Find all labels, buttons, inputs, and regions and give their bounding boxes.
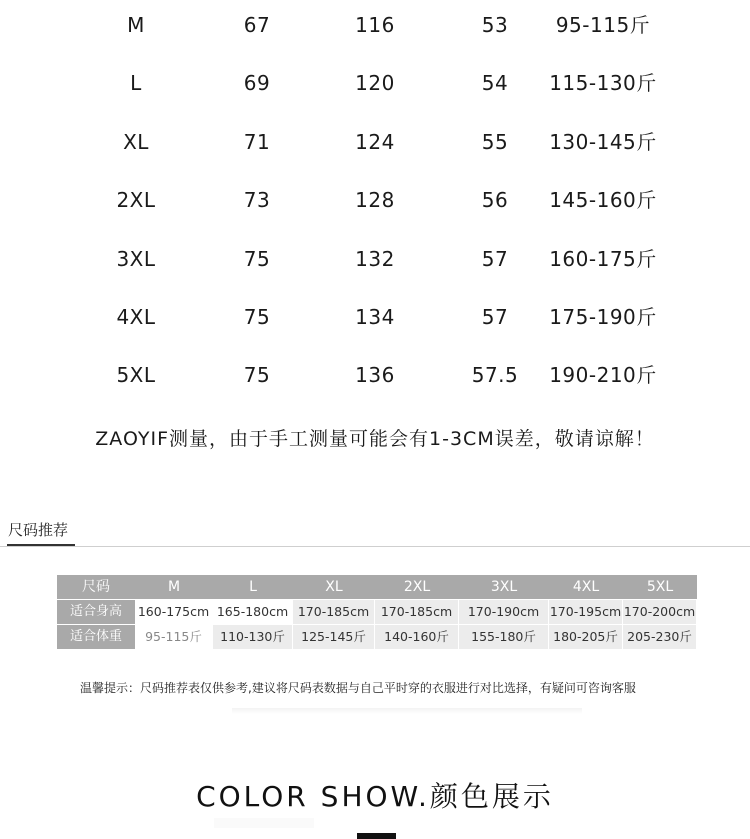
measure-cell: 120	[355, 71, 395, 95]
recommend-section-title: 尺码推荐	[8, 521, 69, 539]
measure-cell: 75	[243, 247, 271, 271]
size-row	[0, 297, 750, 337]
weight-cell: 155-180斤	[459, 625, 549, 649]
row-label: 适合身高	[57, 600, 135, 624]
decorative-fade	[214, 818, 314, 828]
header-cell: 5XL	[623, 575, 697, 599]
section-divider	[0, 546, 750, 547]
weight-cell: 95-115斤	[135, 625, 213, 649]
measure-cell: 56	[481, 188, 509, 212]
table-row-weight	[57, 625, 697, 650]
weight-cell: 95-115斤	[555, 13, 651, 37]
measure-cell: 128	[355, 188, 395, 212]
size-cell: XL	[123, 130, 149, 154]
header-cell: 2XL	[375, 575, 459, 599]
section-marker-bar	[357, 833, 396, 839]
measure-cell: 67	[243, 13, 271, 37]
height-cell: 170-195cm	[549, 600, 623, 624]
weight-cell: 180-205斤	[549, 625, 623, 649]
header-cell: M	[135, 575, 213, 599]
measure-cell: 136	[355, 363, 395, 387]
row-label: 适合体重	[57, 625, 135, 649]
measure-cell: 54	[481, 71, 509, 95]
size-row	[0, 180, 750, 220]
measure-cell: 75	[243, 305, 271, 329]
measure-cell: 132	[355, 247, 395, 271]
warm-tip-text: 温馨提示：尺码推荐表仅供参考,建议将尺码表数据与自己平时穿的衣服进行对比选择，有疑问可咨询客服	[80, 681, 636, 695]
height-cell: 170-190cm	[459, 600, 549, 624]
header-cell: XL	[293, 575, 375, 599]
size-cell: 3XL	[116, 247, 156, 271]
weight-cell: 205-230斤	[623, 625, 697, 649]
measure-cell: 71	[243, 130, 271, 154]
header-cell: 尺码	[57, 575, 135, 599]
size-cell: 4XL	[116, 305, 156, 329]
color-show-heading: COLOR SHOW.颜色展示	[196, 780, 554, 813]
size-cell: 5XL	[116, 363, 156, 387]
weight-cell: 175-190斤	[549, 305, 657, 329]
measure-cell: 134	[355, 305, 395, 329]
table-header-row	[57, 575, 697, 600]
measure-cell: 55	[481, 130, 509, 154]
decorative-shadow	[232, 708, 582, 714]
height-cell: 170-200cm	[623, 600, 697, 624]
size-cell: 2XL	[116, 188, 156, 212]
weight-cell: 145-160斤	[549, 188, 657, 212]
size-cell: M	[127, 13, 145, 37]
measure-cell: 57	[481, 247, 509, 271]
size-row	[0, 355, 750, 395]
weight-cell: 115-130斤	[549, 71, 657, 95]
size-row	[0, 63, 750, 103]
weight-cell: 110-130斤	[213, 625, 293, 649]
header-cell: L	[213, 575, 293, 599]
measure-cell: 116	[355, 13, 395, 37]
height-cell: 170-185cm	[293, 600, 375, 624]
size-row	[0, 122, 750, 162]
header-cell: 3XL	[459, 575, 549, 599]
weight-cell: 140-160斤	[375, 625, 459, 649]
measure-cell: 124	[355, 130, 395, 154]
measure-cell: 69	[243, 71, 271, 95]
table-row-height	[57, 600, 697, 625]
height-cell: 160-175cm	[135, 600, 213, 624]
measure-cell: 53	[481, 13, 509, 37]
size-row	[0, 5, 750, 45]
height-cell: 165-180cm	[213, 600, 293, 624]
measure-cell: 75	[243, 363, 271, 387]
height-cell: 170-185cm	[375, 600, 459, 624]
header-cell: 4XL	[549, 575, 623, 599]
weight-cell: 190-210斤	[549, 363, 657, 387]
measure-cell: 73	[243, 188, 271, 212]
measurement-note: ZAOYIF测量，由于手工测量可能会有1-3CM误差，敬请谅解！	[95, 428, 655, 450]
size-cell: L	[130, 71, 142, 95]
size-row	[0, 239, 750, 279]
measure-cell: 57	[481, 305, 509, 329]
weight-cell: 160-175斤	[549, 247, 657, 271]
weight-cell: 130-145斤	[549, 130, 657, 154]
measure-cell: 57.5	[471, 363, 519, 387]
weight-cell: 125-145斤	[293, 625, 375, 649]
